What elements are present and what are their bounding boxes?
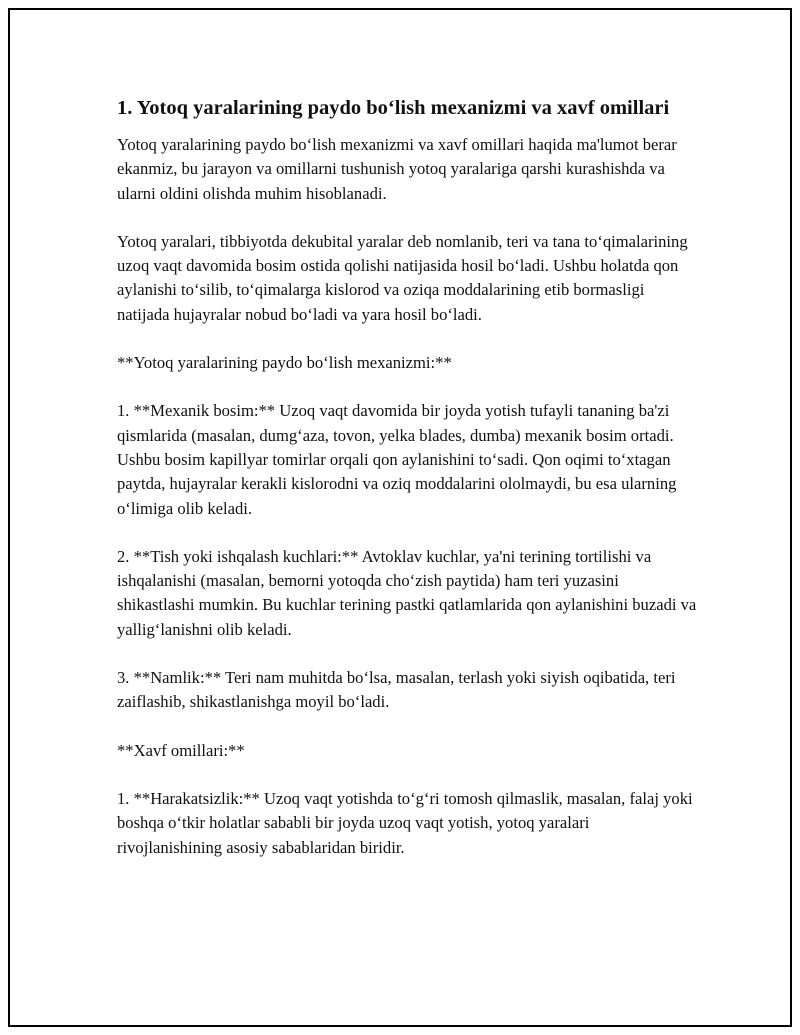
list-item-moisture: 3. **Namlik:** Teri nam muhitda bo‘lsa, masalan, terlash yoki siyish oqibatida, teri zaiflashib, shikastlanishga moyil bo‘ladi. [117,668,676,712]
document-title: 1. Yotoq yaralarining paydo bo‘lish mexanizmi va xavf omillari [117,97,670,119]
document-content [117,95,697,884]
list-item-friction-forces: 2. **Tish yoki ishqalash kuchlari:** Avtoklav kuchlar, ya'ni terining tortilishi va ishqalanishi (masalan, bemorni yotoqda cho‘zish paytida) ham teri yuzasini shikastlashi mumkin. Bu kuchlar terining pastki qatlamlarida qon aylanishini buzadi va yallig‘lanishni olib keladi. [117,546,697,639]
list-item-immobility: 1. **Harakatsizlik:** Uzoq vaqt yotishda to‘g‘ri tomosh qilmaslik, masalan, falaj yoki boshqa o‘tkir holatlar sababli bir joyda uzoq vaqt yotish, yotoq yaralari rivojlanishining asosiy sabablaridan biridir. [117,788,693,857]
section-heading-mechanism: **Yotoq yaralarining paydo bo‘lish mexanizmi:** [117,353,452,373]
list-item-mechanical-pressure: 1. **Mexanik bosim:** Uzoq vaqt davomida bir joyda yotish tufayli tananing ba'zi qismlarida (masalan, dumg‘aza, tovon, yelka blades, dumba) mexanik bosim ortadi. Ushbu bosim kapillyar tomirlar orqali qon aylanishini to‘sadi. Qon oqimi to‘xtagan paytda, hujayralar kerakli kislorodni va oziq moddalarini ololmaydi, bu esa ularning o‘limiga olib keladi. [117,401,677,518]
section-heading-risk-factors: **Xavf omillari:** [117,740,245,760]
paragraph-definition: Yotoq yaralari, tibbiyotda dekubital yaralar deb nomlanib, teri va tana to‘qimalarining uzoq vaqt davomida bosim ostida qolishi natijasida hosil bo‘ladi. Ushbu holatda qon aylanishi to‘silib, to‘qimalarga kislorod va oziqa moddalarining etib bormasligi natijada hujayralar nobud bo‘ladi va yara hosil bo‘ladi. [117,231,688,324]
paragraph-intro: Yotoq yaralarining paydo bo‘lish mexanizmi va xavf omillari haqida ma'lumot berar ekanmiz, bu jarayon va omillarni tushunish yotoq yaralariga qarshi kurashishda va ularni oldini olishda muhim hisoblanadi. [117,135,677,203]
